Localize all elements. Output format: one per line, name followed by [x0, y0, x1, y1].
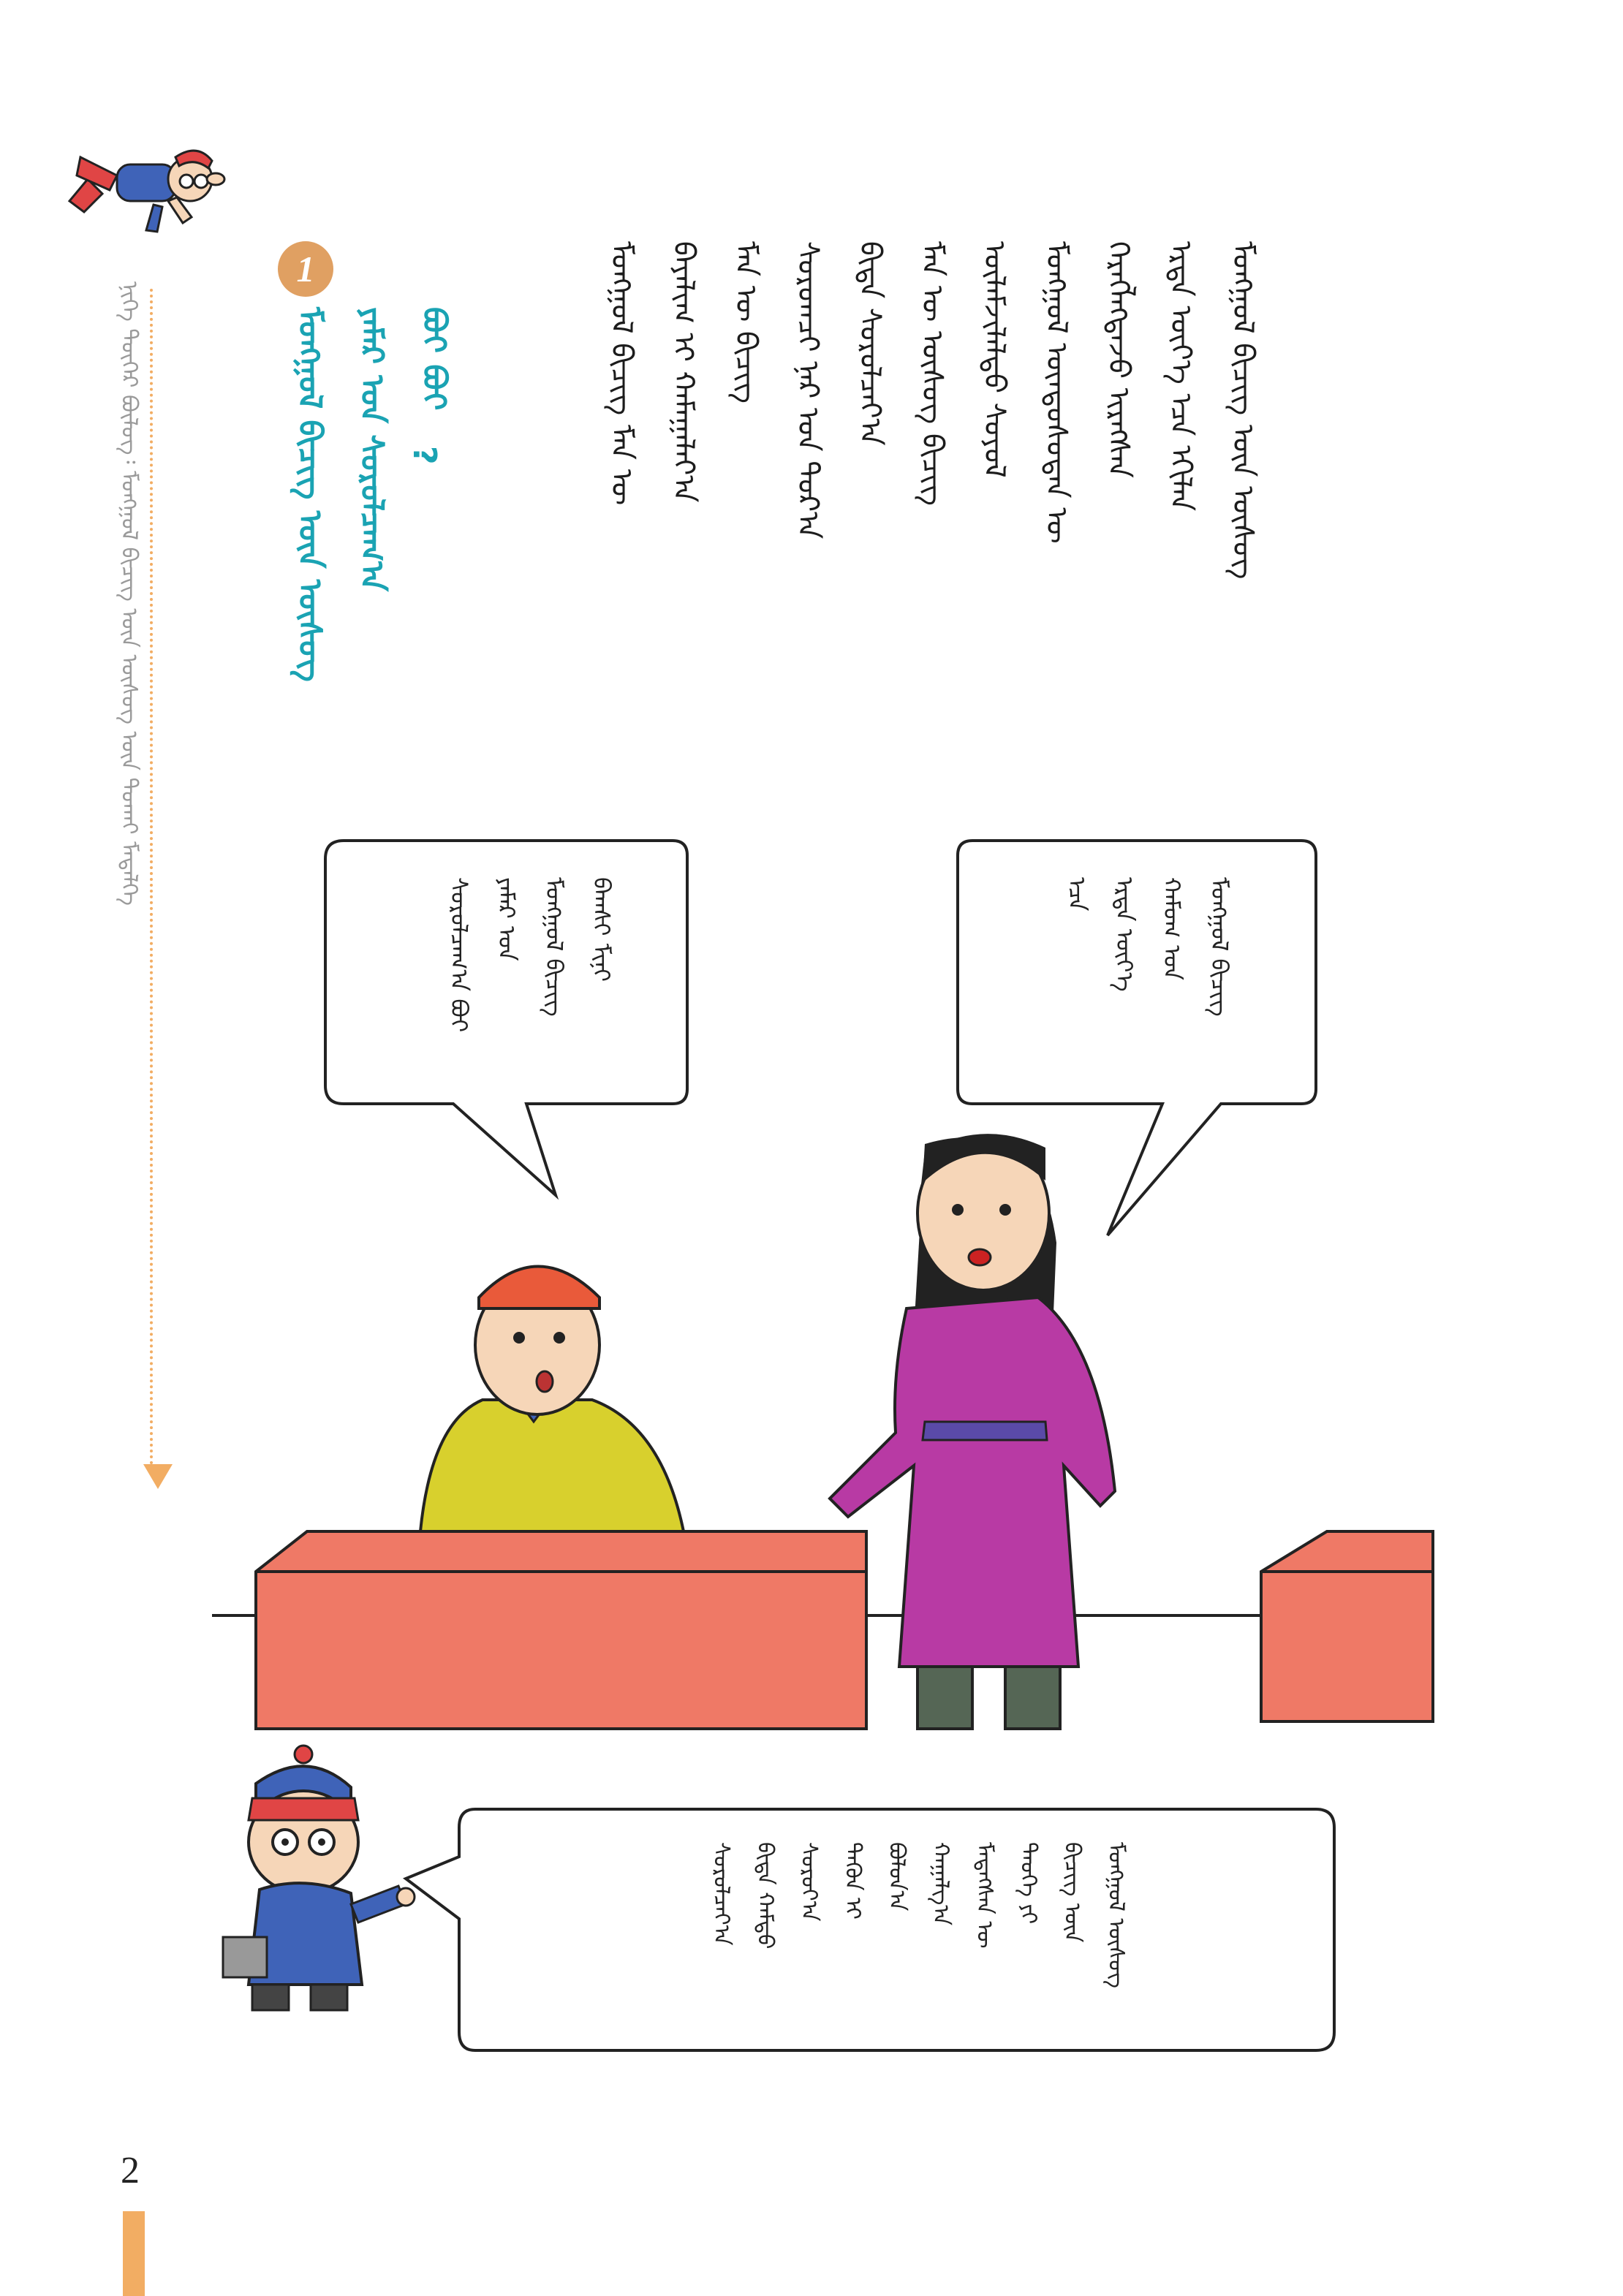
bubble-guide-line: ᠲᠡᠦᠬᠡ ᠶᠢ	[1015, 1842, 1041, 1925]
bubble-boy-line: ᠶᠠᠮᠠᠷ ᠤᠨ	[493, 877, 521, 961]
bubble-boy-line: ᠮᠣᠩᠭᠣᠯ ᠪᠢᠴᠢᠭ᠌	[540, 877, 568, 1017]
bubble-guide-line: ᠮᠡᠳᠡᠭᠰᠡᠨ ᠦ	[972, 1842, 997, 1949]
bubble-guide-line: ᠲᠡᠭᠦᠨ ᠢ	[840, 1842, 866, 1920]
page-tab-bar	[123, 2211, 145, 2296]
bubble-teacher-line: ᠡᠷᠲᠡ ᠦᠶ᠎ᠡ	[1111, 877, 1138, 992]
body-line: ᠮᠣᠩᠭᠣᠯ ᠦᠨᠳᠦᠰᠦᠲᠡᠨ ᠦ	[1040, 241, 1073, 544]
body-line: ᠪᠠᠶᠠᠯᠢᠭ ᠢ ᠬᠠᠮᠠᠭᠠᠯᠠᠶ᠎ᠠ	[667, 241, 700, 503]
section-number-badge: 1	[278, 241, 333, 297]
boy-robe	[420, 1400, 684, 1531]
bubble-boy-line: ᠰᠤᠷᠤᠯᠴᠠᠭ᠎ᠠ ᠪᠤᠢ	[445, 877, 473, 1033]
teacher-robe	[830, 1297, 1115, 1667]
bubble-teacher-line: ᠡᠴᠡ	[1063, 877, 1091, 912]
bubble-guide-line: ᠰᠤᠷᠤᠶ᠎ᠠ	[796, 1842, 822, 1922]
bubble-teacher-line: ᠬᠠᠮᠤᠭ ᠤᠨ	[1158, 877, 1186, 980]
bubble-guide-line: ᠪᠤᠯᠤᠨ᠎ᠠ	[884, 1842, 909, 1912]
body-line: ᠪᠢᠳᠡ ᠰᠤᠷᠤᠯᠴᠠᠶ᠎ᠠ	[853, 241, 887, 446]
boy-hat	[479, 1267, 599, 1309]
bubble-guide-line: ᠮᠣᠩᠭᠣᠯ ᠦᠰᠦᠭ	[1103, 1842, 1129, 1988]
bubble-guide-line: ᠰᠤᠷᠤᠯᠴᠠᠶ᠎ᠠ	[708, 1842, 734, 1946]
body-line: ᠮᠠᠨ ᠦ ᠦᠰᠦᠭ ᠪᠢᠴᠢᠭ᠌	[915, 241, 949, 506]
body-line: ᠬᠡᠷᠡᠭᠯᠡᠭᠳᠡᠵᠦ ᠢᠷᠡᠭᠰᠡᠨ	[1102, 241, 1135, 478]
desk	[256, 1531, 866, 1729]
bubble-boy-line: ᠪᠠᠭᠰᠢ ᠮᠢᠨᠢ	[588, 877, 616, 982]
section-question-line: ᠶᠠᠮᠠᠷ ᠤᠨ ᠰᠤᠷᠤᠯᠴᠠᠭ᠎ᠠ	[353, 307, 390, 591]
body-line: ᠦᠯᠠᠮᠵᠢᠯᠠᠯᠲᠤ ᠰᠣᠶᠣᠯ	[977, 241, 1011, 478]
bubble-teacher-line: ᠮᠣᠩᠭᠣᠯ ᠪᠢᠴᠢᠭ᠌	[1206, 877, 1233, 1017]
page-number: 2	[121, 2150, 140, 2191]
section-question-line: ᠮᠣᠩᠭᠣᠯ ᠪᠢᠴᠢᠭ᠌ ᠦᠨ ᠦᠰᠦᠭ	[291, 307, 328, 682]
body-line: ᠮᠣᠩᠭᠣᠯ ᠪᠢᠴᠢᠭ᠌ ᠦᠨ ᠦᠰᠦᠭ	[1226, 241, 1260, 580]
body-line: ᠮᠠᠨ ᠦ ᠪᠢᠴᠢᠭ᠌	[729, 241, 763, 403]
body-line: ᠰᠤᠷᠤᠭᠴᠢ ᠨᠠᠷ ᠤᠨ ᠳᠤᠷ᠎ᠠ	[791, 241, 825, 539]
body-line: ᠡᠷᠲᠡ ᠦᠶ᠎ᠡ ᠡᠴᠡ ᠡᠬᠢᠯᠡᠨ	[1164, 241, 1198, 512]
section-question-line: ᠪᠤᠢ ᠪᠤᠢ	[415, 307, 453, 411]
question-mark: ?	[406, 446, 443, 465]
running-header: ᠨᠢᠭᠡ ᠳᠦᠭᠡᠷ ᠪᠦᠯᠦᠭ᠄ ᠮᠣᠩᠭᠣᠯ ᠪᠢᠴᠢᠭ᠌ ᠦᠨ ᠦᠰᠦᠭ ᠦᠨ ᠲᠤᠬᠠᠢ ᠮᠡᠳᠡᠯᠭᠡ	[116, 281, 142, 906]
bubble-guide-line: ᠬᠠᠭᠠᠯᠭ᠎ᠠ	[928, 1842, 953, 1926]
bubble-guide-line: ᠪᠢᠴᠢᠭ᠌ ᠦᠨ	[1059, 1842, 1085, 1943]
bubble-guide-line: ᠪᠢᠳᠡ ᠬᠠᠮᠲᠤ	[752, 1842, 778, 1950]
desk-right	[1261, 1531, 1433, 1721]
body-line: ᠮᠣᠩᠭᠣᠯ ᠪᠢᠴᠢᠭ᠌ ᠮᠠᠨ ᠦ	[605, 241, 638, 506]
